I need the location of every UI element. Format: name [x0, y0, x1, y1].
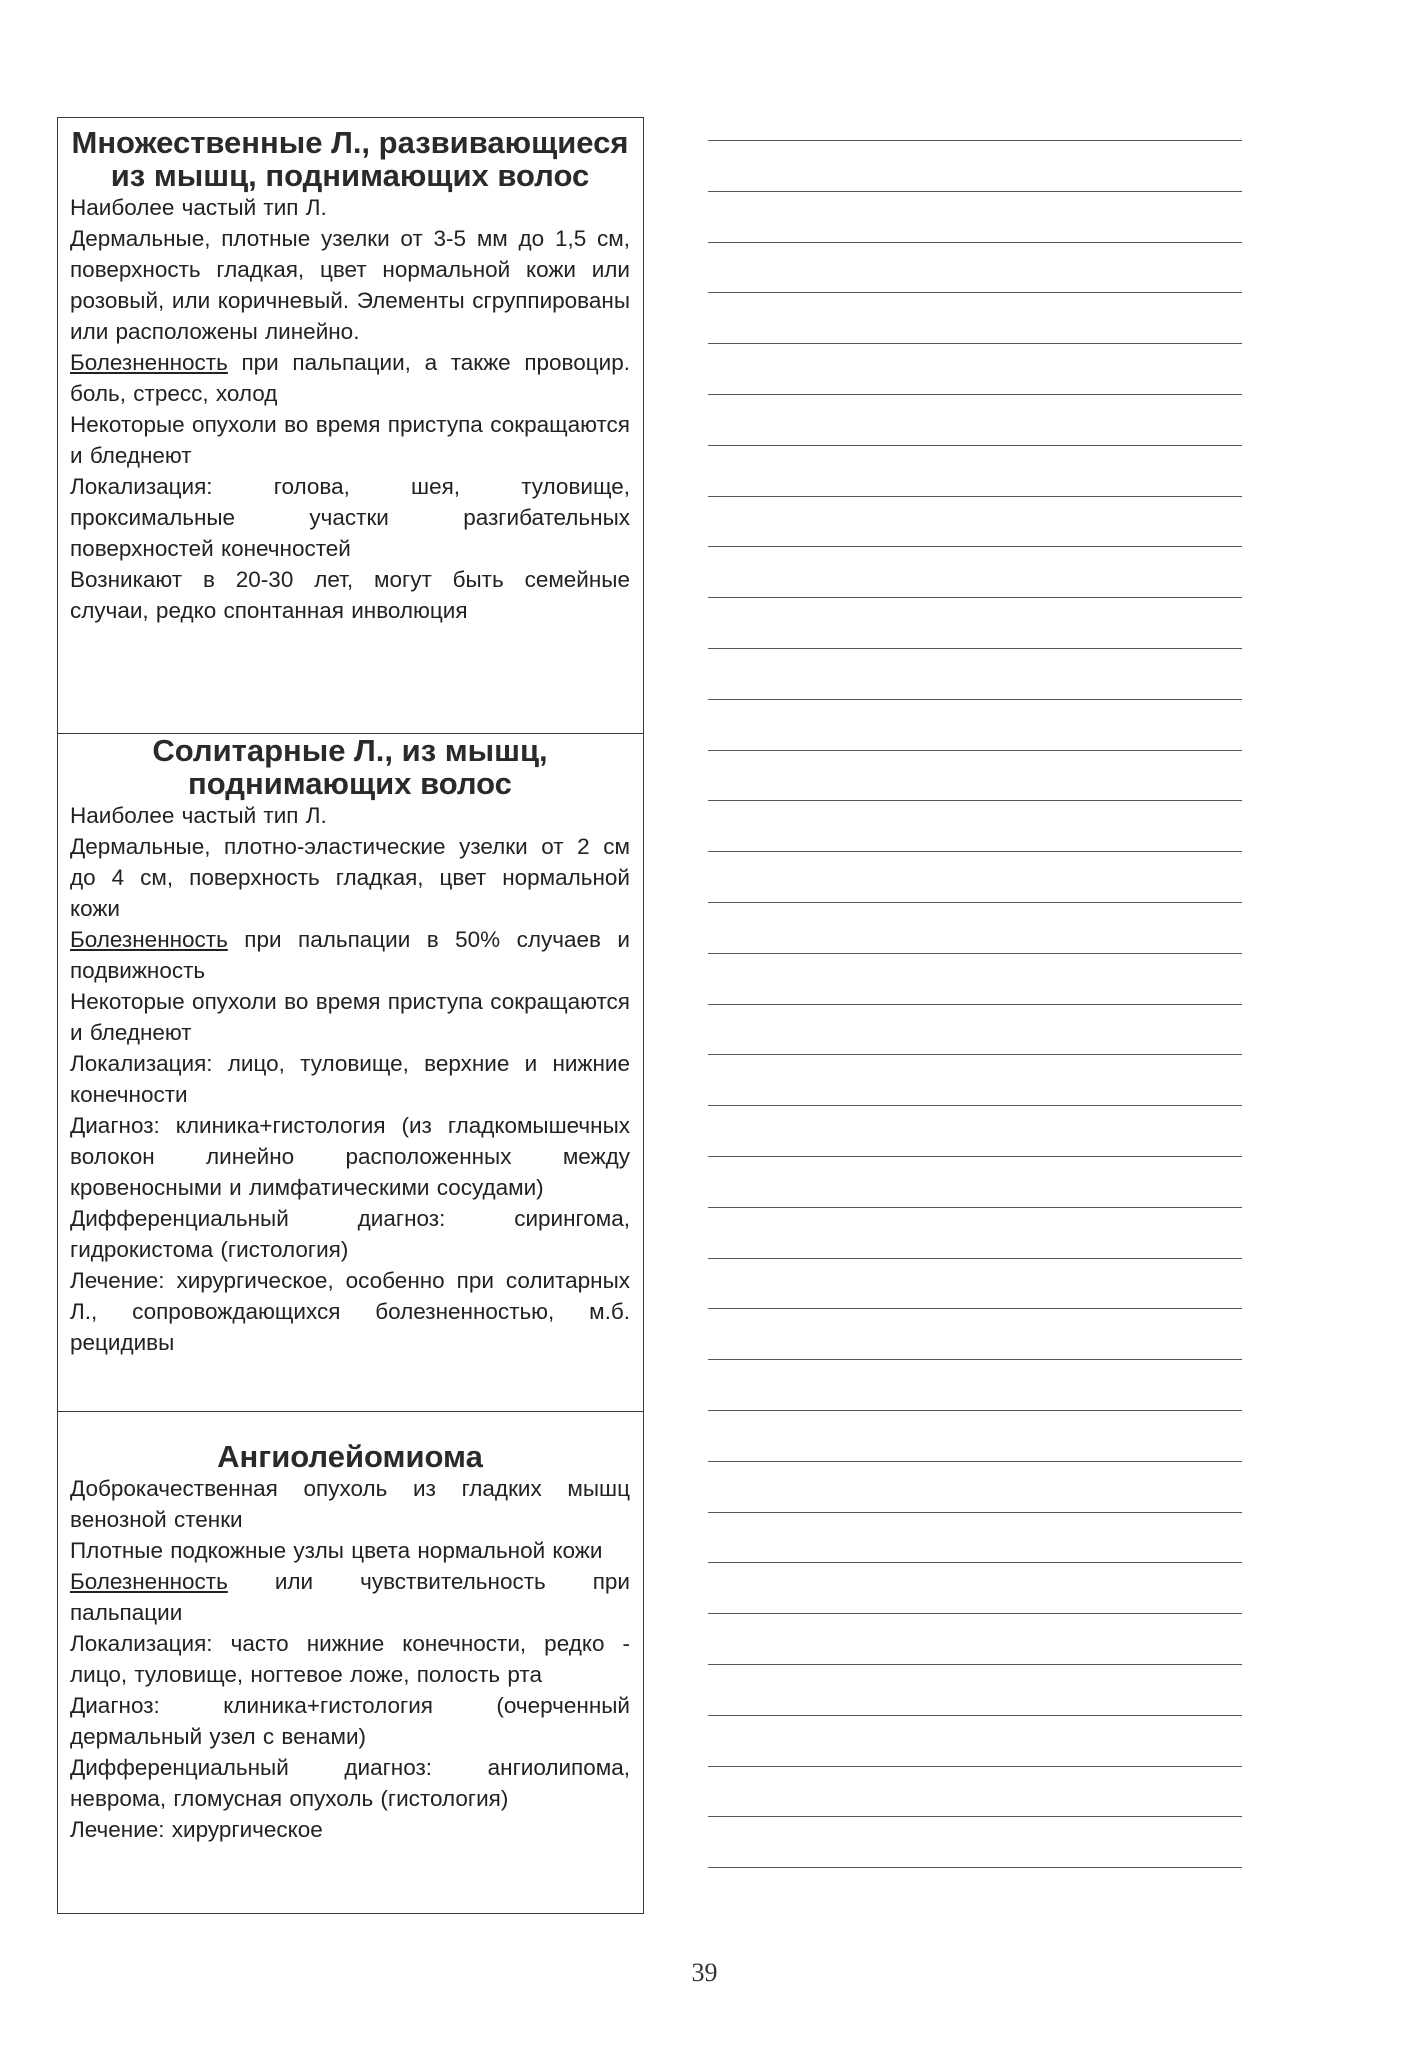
- note-line: [708, 1308, 1242, 1309]
- paragraph: Локализация: лицо, туловище, верхние и нижние конечности: [70, 1051, 630, 1107]
- note-line: [708, 648, 1242, 649]
- note-line: [708, 496, 1242, 497]
- underlined-term: Болезненность: [70, 1569, 228, 1594]
- paragraph: [70, 924, 630, 986]
- paragraph: Некоторые опухоли во время приступа сокращаются и бледнеют: [70, 412, 630, 468]
- paragraph: Диагноз: клиника+гистология (из гладкомышечных волокон линейно расположенных между кровеносными и лимфатическими сосудами): [70, 1113, 630, 1200]
- note-line: [708, 1664, 1242, 1665]
- paragraph: [70, 347, 630, 409]
- paragraph: Плотные подкожные узлы цвета нормальной кожи: [70, 1538, 603, 1563]
- note-line: [708, 851, 1242, 852]
- paragraph: Лечение: хирургическое: [70, 1817, 323, 1842]
- note-line: [708, 800, 1242, 801]
- note-line: [708, 1410, 1242, 1411]
- note-line: [708, 394, 1242, 395]
- paragraph: Возникают в 20-30 лет, могут быть семейные случаи, редко спонтанная инволюция: [70, 567, 630, 623]
- note-line: [708, 750, 1242, 751]
- paragraph-text: при пальпации, а также провоцир. боль, стресс, холод: [70, 350, 630, 406]
- paragraph: Дермальные, плотные узелки от 3-5 мм до 1,5 см, поверхность гладкая, цвет нормальной кожи или розовый, или коричневый. Элементы сгруппированы или расположены линейно.: [70, 226, 630, 344]
- paragraph-text: или чувствительность при пальпации: [70, 1569, 630, 1625]
- note-line: [708, 546, 1242, 547]
- paragraph: Доброкачественная опухоль из гладких мышц венозной стенки: [70, 1476, 630, 1532]
- note-line: [708, 1054, 1242, 1055]
- page-number: 39: [691, 1958, 718, 1987]
- paragraph: [70, 1566, 630, 1628]
- paragraph-text: при пальпации в 50% случаев и подвижность: [70, 927, 630, 983]
- note-line: [708, 191, 1242, 192]
- note-line: [708, 597, 1242, 598]
- note-lines: [708, 140, 1242, 1940]
- note-line: [708, 1562, 1242, 1563]
- paragraph: Некоторые опухоли во время приступа сокращаются и бледнеют: [70, 989, 630, 1045]
- paragraph: Лечение: хирургическое, особенно при солитарных Л., сопровождающихся болезненностью, м.б. рецидивы: [70, 1268, 630, 1355]
- note-line: [708, 242, 1242, 243]
- note-line: [708, 140, 1242, 141]
- paragraph: Наиболее частый тип Л.: [70, 195, 327, 220]
- note-line: [708, 1867, 1242, 1868]
- underlined-term: Болезненность: [70, 350, 228, 375]
- note-line: [708, 1766, 1242, 1767]
- note-line: [708, 292, 1242, 293]
- note-line: [708, 1816, 1242, 1817]
- section-multiple-leiomyomas: [58, 126, 643, 730]
- note-line: [708, 1258, 1242, 1259]
- paragraph: Дермальные, плотно-эластические узелки от 2 см до 4 см, поверхность гладкая, цвет нормальной кожи: [70, 834, 630, 921]
- note-line: [708, 902, 1242, 903]
- note-line: [708, 1512, 1242, 1513]
- section-title: Солитарные Л., из мышц, поднимающих волос: [152, 733, 548, 801]
- paragraph: Локализация: голова, шея, туловище, проксимальные участки разгибательных поверхностей конечностей: [70, 474, 630, 561]
- paragraph: Диагноз: клиника+гистология (очерченный дермальный узел с венами): [70, 1693, 630, 1749]
- note-line: [708, 445, 1242, 446]
- note-line: [708, 1461, 1242, 1462]
- note-line: [708, 1105, 1242, 1106]
- section-angioleiomyoma: [58, 1411, 643, 1911]
- note-line: [708, 1715, 1242, 1716]
- note-line: [708, 699, 1242, 700]
- note-line: [708, 343, 1242, 344]
- note-line: [708, 1004, 1242, 1005]
- section-title: Множественные Л., развивающиеся из мышц, поднимающих волос: [71, 125, 629, 193]
- paragraph: Дифференциальный диагноз: сирингома, гидрокистома (гистология): [70, 1206, 630, 1262]
- section-solitary-leiomyomas: [58, 733, 643, 1410]
- content-box: [57, 117, 644, 1914]
- note-line: [708, 1613, 1242, 1614]
- paragraph: Наиболее частый тип Л.: [70, 803, 327, 828]
- note-line: [708, 1359, 1242, 1360]
- paragraph: Локализация: часто нижние конечности, редко - лицо, туловище, ногтевое ложе, полость рта: [70, 1631, 630, 1687]
- note-line: [708, 953, 1242, 954]
- section-title: Ангиолейомиома: [217, 1439, 483, 1474]
- note-line: [708, 1207, 1242, 1208]
- underlined-term: Болезненность: [70, 927, 228, 952]
- note-line: [708, 1156, 1242, 1157]
- paragraph: Дифференциальный диагноз: ангиолипома, неврома, гломусная опухоль (гистология): [70, 1755, 630, 1811]
